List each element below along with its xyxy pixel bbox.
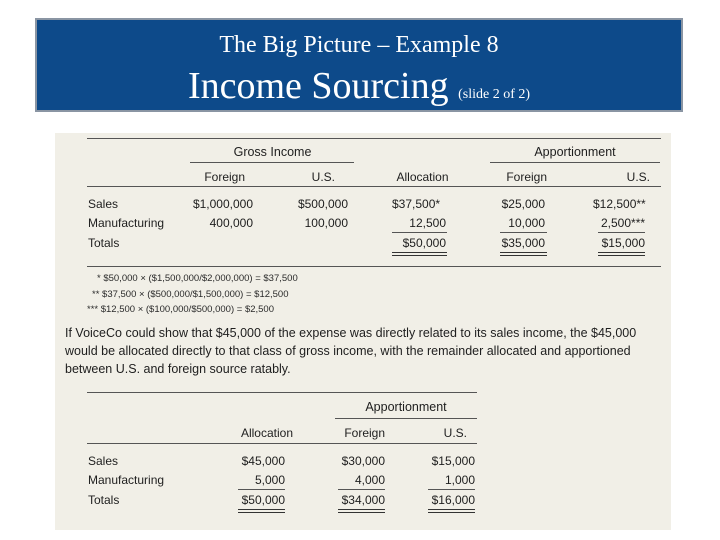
t1-row-sales-ap-foreign: $25,000 xyxy=(501,197,545,211)
t1-row-mfg-us: 100,000 xyxy=(304,216,348,230)
title-banner xyxy=(35,18,683,112)
t1-header-allocation: Allocation xyxy=(396,170,449,184)
t2-sum-rule-allocation xyxy=(238,489,285,490)
t2-apportion-underline xyxy=(335,418,477,419)
t1-row-mfg-ap-us: 2,500*** xyxy=(601,216,646,230)
t2-double-rule-us xyxy=(428,509,475,513)
explanation-paragraph: If VoiceCo could show that $45,000 of the expense was directly related to its sales income, the $45,000 would be allocated directly to that class of gross income, with the remainder allocated and apportioned between U.S. and foreign source ratably. xyxy=(65,326,637,376)
t1-header-ap-us: U.S. xyxy=(626,170,650,184)
t1-double-rule-allocation xyxy=(392,252,447,256)
t2-header-us: U.S. xyxy=(443,426,467,440)
t2-header-foreign: Foreign xyxy=(344,426,385,440)
table2-top-rule xyxy=(87,392,477,393)
t2-double-rule-foreign xyxy=(338,509,385,513)
t1-header-us: U.S. xyxy=(311,170,335,184)
t1-row-totals-label: Totals xyxy=(88,236,120,250)
t1-sum-rule-allocation xyxy=(392,232,447,233)
t1-sum-rule-ap-foreign xyxy=(500,232,547,233)
t2-row-sales-us: $15,000 xyxy=(431,454,475,468)
t2-sum-rule-foreign xyxy=(338,489,385,490)
t2-row-sales-foreign: $30,000 xyxy=(341,454,385,468)
t2-row-mfg-foreign: 4,000 xyxy=(354,473,385,487)
footnote-2: ** $37,500 × ($500,000/$1,500,000) = $12,500 xyxy=(92,289,289,300)
t1-row-totals-ap-foreign: $35,000 xyxy=(501,236,545,250)
t1-sum-rule-ap-us xyxy=(598,232,645,233)
t1-row-sales-ap-us: $12,500** xyxy=(593,197,646,211)
t1-apportion-underline xyxy=(490,162,660,163)
t2-row-mfg-label: Manufacturing xyxy=(88,473,165,487)
t2-row-totals-label: Totals xyxy=(88,493,120,507)
t1-row-sales-allocation: $37,500* xyxy=(392,197,441,211)
slide-title-suffix: (slide 2 of 2) xyxy=(458,87,531,102)
t1-row-mfg-allocation: 12,500 xyxy=(409,216,446,230)
t1-row-sales-foreign: $1,000,000 xyxy=(192,197,253,211)
t2-header-allocation: Allocation xyxy=(240,426,293,440)
footnote-3: *** $12,500 × ($100,000/$500,000) = $2,500 xyxy=(87,304,274,315)
slide-title-line1: The Big Picture – Example 8 xyxy=(219,32,499,58)
t2-row-mfg-us: 1,000 xyxy=(444,473,475,487)
slide-title-line2 xyxy=(37,64,681,108)
t2-row-mfg-allocation: 5,000 xyxy=(254,473,285,487)
t2-row-totals-us: $16,000 xyxy=(431,493,475,507)
t2-row-sales-allocation: $45,000 xyxy=(241,454,285,468)
t2-header-rule xyxy=(87,443,477,444)
t1-row-mfg-ap-foreign: 10,000 xyxy=(508,216,545,230)
t2-sum-rule-us xyxy=(428,489,475,490)
t1-row-mfg-foreign: 400,000 xyxy=(209,216,253,230)
t2-double-rule-allocation xyxy=(238,509,285,513)
t1-bottom-rule xyxy=(87,266,661,267)
textbook-excerpt xyxy=(55,133,671,530)
t2-row-sales-label: Sales xyxy=(88,454,119,468)
t1-header-ap-foreign: Foreign xyxy=(506,170,547,184)
t1-gross-underline xyxy=(190,162,354,163)
t1-header-rule xyxy=(87,186,661,187)
footnote-1: * $50,000 × ($1,500,000/$2,000,000) = $37,500 xyxy=(97,273,298,284)
t1-row-totals-ap-us: $15,000 xyxy=(601,236,645,250)
t1-group-gross-income: Gross Income xyxy=(233,145,312,159)
t1-group-apportionment: Apportionment xyxy=(534,145,616,159)
t2-row-totals-allocation: $50,000 xyxy=(241,493,285,507)
t1-row-mfg-label: Manufacturing xyxy=(88,216,165,230)
t1-row-totals-allocation: $50,000 xyxy=(402,236,446,250)
t1-double-rule-ap-foreign xyxy=(500,252,547,256)
t1-header-foreign: Foreign xyxy=(204,170,245,184)
t1-row-sales-us: $500,000 xyxy=(297,197,348,211)
t1-double-rule-ap-us xyxy=(598,252,645,256)
t2-row-totals-foreign: $34,000 xyxy=(341,493,385,507)
t2-group-apportionment: Apportionment xyxy=(365,400,447,414)
table1-top-rule xyxy=(87,138,661,139)
t1-row-sales-label: Sales xyxy=(88,197,119,211)
slide-title-main: Income Sourcing xyxy=(187,65,449,107)
